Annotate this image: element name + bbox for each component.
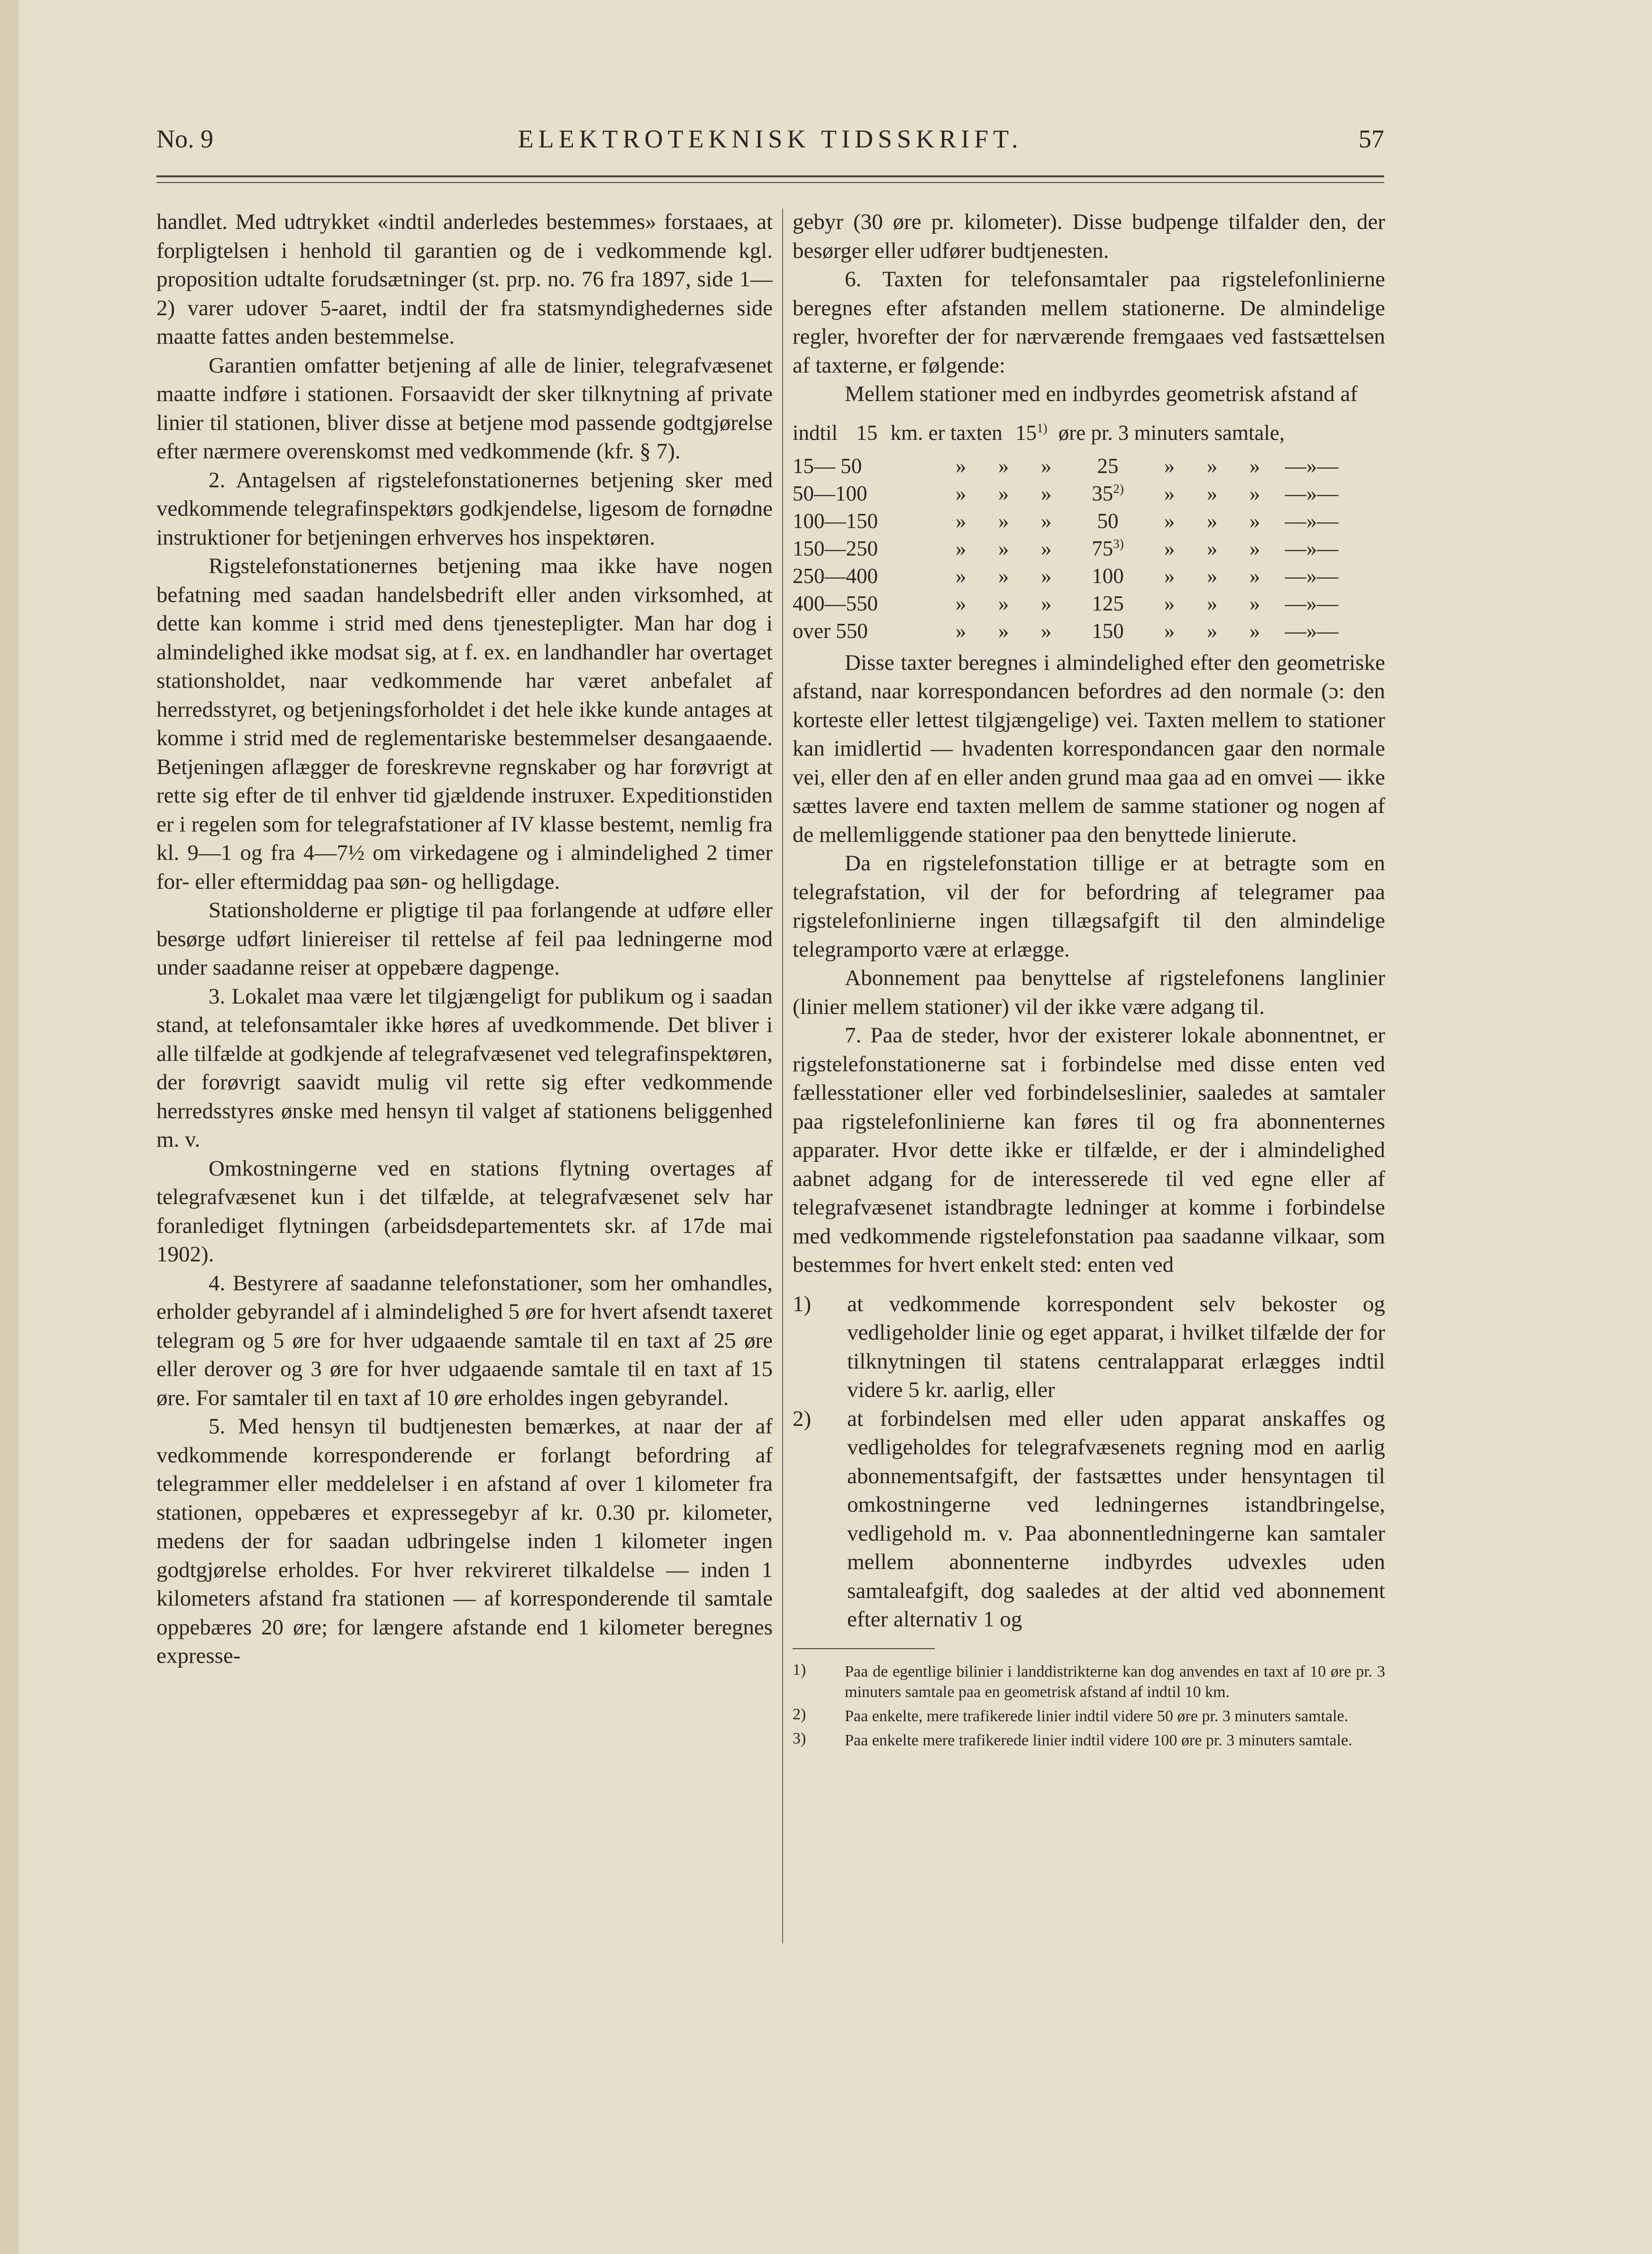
paragraph: handlet. Med udtrykket «indtil anderledes bestemmes» forstaaes, at forpligtelsen i henhold til garantien og de i vedkommende kgl. proposition udtalte forudsætninger (st. prp. no. 76 fra 1897, side 1—2) varer udover 5-aaret, indtil der fra statsmyndighedernes side maatte fattes anden bestemmelse. — [156, 210, 773, 349]
ditto-mark — [1025, 480, 1068, 507]
ditto-mark-text: » — [1249, 591, 1260, 615]
rate-range — [793, 535, 940, 562]
ditto-mark-text: » — [1040, 591, 1052, 615]
paragraph: Garantien omfatter betjening af alle de linier, telegrafvæsenet maatte indføre i stationen. Forsaavidt der sker tilknytning af private linier til stationen, bliver disse at betjene mod passende godtgjørelse efter nærmere overenskomst med vedkommende (kfr. § 7). — [156, 353, 773, 464]
footnotes — [793, 1661, 1385, 1751]
paragraph: 4. Bestyrere af saadanne telefonstationer, som her omhandles, erholder gebyrandel af i almindelighed 5 øre for hvert afsendt taxeret telegram og 5 øre for hver udgaaende samtale til en taxt af 25 øre eller derover og 3 øre for hver udgaaende samtale til en taxt af 15 øre. For samtaler til en taxt af 10 øre erholdes ingen gebyrandel. — [156, 1270, 773, 1410]
column-divider — [782, 209, 783, 1944]
rate-value — [1068, 617, 1148, 645]
footnote-ref: 2) — [1113, 481, 1124, 496]
ditto-mark — [1233, 452, 1276, 480]
rate-value-text: 35 — [1092, 481, 1114, 505]
rate-range-text: over 550 — [793, 619, 868, 643]
ditto-mark — [1233, 507, 1276, 535]
rate-value-text: 150 — [1092, 619, 1124, 643]
ditto-mark — [1233, 562, 1276, 590]
ditto-mark-text: » — [1164, 619, 1175, 643]
ditto-dash — [1276, 480, 1347, 507]
ditto-mark-text: » — [1249, 454, 1260, 478]
rate-value — [1068, 452, 1148, 480]
ditto-mark — [1148, 562, 1191, 590]
ditto-dash-text: —»— — [1285, 536, 1339, 560]
rate-row — [793, 480, 1347, 507]
ditto-mark — [982, 617, 1025, 645]
rate-row — [793, 590, 1347, 617]
rate-row — [793, 562, 1347, 590]
header-rule-thick — [156, 175, 1384, 177]
ditto-mark — [1191, 535, 1233, 562]
rate-range-text: 150—250 — [793, 536, 878, 560]
ditto-mark-text: » — [1040, 509, 1052, 533]
ditto-mark-text: » — [1206, 481, 1218, 505]
ditto-mark — [982, 590, 1025, 617]
ditto-dash — [1276, 617, 1347, 645]
ditto-dash-text: —»— — [1285, 509, 1339, 533]
ditto-mark — [1148, 507, 1191, 535]
rate-range-text: 50—100 — [793, 481, 867, 505]
journal-title: ELEKTROTEKNISK TIDSSKRIFT. — [518, 125, 1023, 153]
ditto-mark — [940, 562, 982, 590]
ditto-mark — [1148, 590, 1191, 617]
ditto-mark — [1025, 590, 1068, 617]
ditto-mark — [940, 452, 982, 480]
rate-row — [793, 507, 1347, 535]
ditto-mark-text: » — [955, 591, 967, 615]
ditto-mark — [1025, 507, 1068, 535]
ditto-dash-text: —»— — [1285, 481, 1339, 505]
rate-range-text: 400—550 — [793, 591, 878, 615]
list-number: 1) — [793, 1291, 812, 1316]
ditto-mark-text: » — [998, 591, 1009, 615]
ditto-mark-text: » — [1164, 536, 1175, 560]
right-column — [793, 208, 1385, 1754]
rate-range — [793, 480, 940, 507]
list-text: at forbindelsen med eller uden apparat anskaffes og vedligeholdes for telegrafvæsenets regning mod en aarlig abonnementsafgift, der fastsættes under hensyntagen til omkostningerne ved ledningernes istandbringelse, vedligehold m. v. Paa abonnentledningerne kan samtaler mellem abonnenterne indbyrdes udvexles uden samtaleafgift, dog saaledes at der altid ved abonnement efter alternativ 1 og — [847, 1406, 1385, 1632]
paragraph: Omkostningerne ved en stations flytning overtages af telegrafvæsenet kun i det tilfælde, at telegrafvæsenet selv har foranlediget flytningen (arbeidsdepartementets skr. af 17de mai 1902). — [156, 1156, 773, 1267]
page-number: 57 — [1359, 125, 1384, 153]
ditto-mark-text: » — [998, 481, 1009, 505]
paragraph: 7. Paa de steder, hvor der existerer lokale abonnentnet, er rigstelefonstationerne sat i forbindelse med disse enten ved fællesstationer eller ved forbindelseslinier, saaledes at samtaler paa rigstelefonlinierne kan føres til og fra abonnenternes apparater. Hvor dette ikke er tilfælde, er der i almindelighed aabnet adgang for de interesserede til ved egne eller af telegrafvæsenet istandbragte ledninger at komme i forbindelse med vedkommende rigstelefonstation paa saadanne vilkaar, som bestemmes for hvert enkelt sted: enten ved — [793, 1023, 1385, 1277]
ditto-mark — [982, 507, 1025, 535]
ditto-mark-text: » — [1206, 536, 1218, 560]
footnote-ref: 3) — [1113, 536, 1124, 551]
ditto-mark-text: » — [1206, 509, 1218, 533]
paragraph: Da en rigstelefonstation tillige er at betragte som en telegrafstation, vil der for befordring af telegramer paa rigstelefonlinierne ingen tillægsafgift til den almindelige telegramporto være at erlægge. — [793, 851, 1385, 962]
footnote — [793, 1730, 1385, 1751]
ditto-mark-text: » — [1164, 564, 1175, 588]
ditto-mark-text: » — [1206, 619, 1218, 643]
left-column — [156, 208, 773, 1670]
ditto-mark — [940, 617, 982, 645]
ditto-mark — [1233, 480, 1276, 507]
ditto-mark — [1233, 535, 1276, 562]
ditto-mark-text: » — [1249, 564, 1260, 588]
ditto-dash — [1276, 507, 1347, 535]
ditto-mark — [940, 480, 982, 507]
paragraph: Stationsholderne er pligtige til paa forlangende at udføre eller besørge udført liniereiser til rettelse af feil paa ledningerne mod under saadanne reiser at oppebære dagpenge. — [156, 898, 773, 980]
rate-range-text: 15— 50 — [793, 454, 862, 478]
ditto-dash-text: —»— — [1285, 591, 1339, 615]
list-text: at vedkommende korrespondent selv bekoster og vedligeholder linie og eget apparat, i hvilket tilfælde der for tilknytningen til statens centralapparat erlægges indtil videre 5 kr. aarlig, eller — [847, 1291, 1385, 1402]
ditto-mark — [982, 562, 1025, 590]
rate-table — [793, 452, 1347, 645]
ditto-mark — [1025, 617, 1068, 645]
ditto-mark-text: » — [998, 536, 1009, 560]
running-header — [156, 124, 1384, 167]
rate-unit: km. er taxten — [890, 420, 1003, 445]
paragraph: 5. Med hensyn til budtjenesten bemærkes, at naar der af vedkommende korresponderende er forlangt befordring af telegrammer eller meddelelser i en afstand af over 1 kilometer fra stationen, oppebæres et expressegebyr af kr. 0.30 pr. kilometer, medens der for saadan udbringelse inden 1 kilometer ingen godtgjørelse erholdes. For hver rekvireret tilkaldelse — inden 1 kilometers afstand fra stationen — af korresponderende til samtale oppebæres 20 øre; for længere afstande end 1 kilometer beregnes expresse- — [156, 1414, 773, 1668]
ditto-mark — [940, 590, 982, 617]
ditto-mark — [1191, 507, 1233, 535]
ditto-mark-text: » — [1249, 619, 1260, 643]
ditto-mark-text: » — [955, 481, 967, 505]
rate-range — [793, 562, 940, 590]
ditto-mark — [982, 480, 1025, 507]
ditto-mark-text: » — [1249, 509, 1260, 533]
rate-value — [1068, 480, 1148, 507]
paragraph: Abonnement paa benyttelse af rigstelefonens langlinier (linier mellem stationer) vil der ikke være adgang til. — [793, 966, 1385, 1019]
ditto-mark-text: » — [1040, 619, 1052, 643]
rate-row — [793, 452, 1347, 480]
rate-value: 15 — [1015, 420, 1037, 445]
footnote-number: 1) — [793, 1661, 806, 1679]
rate-row — [793, 617, 1347, 645]
ditto-mark-text: » — [955, 619, 967, 643]
ditto-mark — [1191, 452, 1233, 480]
rate-value-text: 75 — [1092, 536, 1114, 560]
issue-number: No. 9 — [156, 125, 213, 153]
rate-range-text: 250—400 — [793, 564, 878, 588]
ditto-mark — [982, 452, 1025, 480]
ditto-mark-text: » — [998, 619, 1009, 643]
paragraph: 3. Lokalet maa være let tilgjængeligt for publikum og i saadan stand, at telefonsamtaler ikke høres af uvedkommende. Det bliver i alle tilfælde at godkjende af telegrafvæsenet ved telegrafinspektøren, der forøvrigt saavidt mulig vil rette sig efter vedkommende herredsstyres ønske med hensyn til valget af stationens beliggenhed m. v. — [156, 984, 773, 1152]
ditto-mark-text: » — [1249, 536, 1260, 560]
ditto-mark-text: » — [955, 536, 967, 560]
rate-value-text: 100 — [1092, 564, 1124, 588]
list-item — [793, 1290, 1385, 1405]
ditto-mark-text: » — [998, 564, 1009, 588]
rate-range — [793, 617, 940, 645]
ditto-mark-text: » — [1206, 564, 1218, 588]
page-binding-edge — [0, 0, 19, 2254]
ditto-mark — [982, 535, 1025, 562]
paragraph: Mellem stationer med en indbyrdes geometrisk afstand af — [845, 382, 1358, 406]
ditto-mark-text: » — [1040, 481, 1052, 505]
list-number: 2) — [793, 1406, 812, 1431]
rate-suffix: øre pr. 3 minuters samtale, — [1058, 420, 1285, 445]
ditto-mark — [1148, 535, 1191, 562]
list-item — [793, 1405, 1385, 1634]
paragraph: 6. Taxten for telefonsamtaler paa rigstelefonlinierne beregnes efter afstanden mellem stationerne. De almindelige regler, hvorefter der for nærværende fremgaaes ved fastsættelsen af taxterne, er følgende: — [793, 267, 1385, 378]
ditto-mark-text: » — [1164, 591, 1175, 615]
ditto-dash-text: —»— — [1285, 619, 1339, 643]
ditto-dash — [1276, 590, 1347, 617]
rate-range — [793, 590, 940, 617]
ditto-mark-text: » — [1206, 454, 1218, 478]
ditto-mark-text: » — [955, 509, 967, 533]
ditto-mark-text: » — [955, 454, 967, 478]
footnote-ref: 1) — [1036, 420, 1048, 435]
ditto-mark — [1148, 480, 1191, 507]
paragraph: Rigstelefonstationernes betjening maa ikke have nogen befatning med saadan handelsbedrift eller anden virksomhed, at dette kan komme i strid med dens tjenestepligter. Man har dog i almindelighed ikke modsat sig, at f. ex. en landhandler har overtaget stationsholdet, naar vedkommende har været anbefalet af herredsstyret, og betjeningsforholdet i det hele ikke kunde antages at komme i strid med de reglementariske bestemmelser desangaaende. Betjeningen aflægger de foreskrevne regnskaber og har forøvrigt at rette sig efter de til enhver tid gjældende instruxer. Expeditionstiden er i regelen som for telegrafstationer af IV klasse bestemt, nemlig fra kl. 9—1 og fra 4—7½ om virkedagene og i almindelighed 2 timer for- eller eftermiddag paa søn- og helligdage. — [156, 554, 773, 894]
ditto-mark — [1148, 617, 1191, 645]
footnote-text: Paa enkelte mere trafikerede linier indtil videre 100 øre pr. 3 minuters samtale. — [845, 1731, 1352, 1749]
footnote-number: 2) — [793, 1705, 806, 1723]
ditto-dash — [1276, 452, 1347, 480]
ditto-mark — [1191, 562, 1233, 590]
ditto-mark-text: » — [998, 509, 1009, 533]
rate-value — [1068, 507, 1148, 535]
footnote-number: 3) — [793, 1729, 806, 1747]
ditto-mark — [1025, 452, 1068, 480]
ditto-dash-text: —»— — [1285, 564, 1339, 588]
rate-value-text: 25 — [1097, 454, 1119, 478]
ditto-dash — [1276, 535, 1347, 562]
footnote-rule — [793, 1648, 935, 1649]
rate-range-text: 100—150 — [793, 509, 878, 533]
rate-value — [1068, 562, 1148, 590]
ditto-mark-text: » — [1040, 564, 1052, 588]
ditto-dash-text: —»— — [1285, 454, 1339, 478]
ditto-dash — [1276, 562, 1347, 590]
footnote-text: Paa enkelte, mere trafikerede linier indtil videre 50 øre pr. 3 minuters samtale. — [845, 1707, 1349, 1725]
header-rule-thin — [156, 182, 1384, 183]
paragraph: gebyr (30 øre pr. kilometer). Disse budpenge tilfalder den, der besørger eller udfører budtjenesten. — [793, 210, 1385, 263]
rate-value-text: 50 — [1097, 509, 1119, 533]
ditto-mark — [1233, 590, 1276, 617]
ditto-mark-text: » — [998, 454, 1009, 478]
rate-value-text: 125 — [1092, 591, 1124, 615]
ditto-mark-text: » — [1164, 509, 1175, 533]
rate-table-first-row — [793, 419, 1385, 447]
ditto-mark-text: » — [1164, 481, 1175, 505]
paragraph: Disse taxter beregnes i almindelighed efter den geometriske afstand, naar korrespondancen befordres ad den normale (ɔ: den korteste eller lettest tilgjængelige) vei. Taxten mellem to stationer kan imidlertid — hvadenten korrespondancen gaar den normale vei, eller den af en eller anden grund maa gaa ad en omvei — ikke sættes lavere end taxten mellem de samme stationer og nogen af de mellemliggende stationer paa den benyttede linierute. — [793, 650, 1385, 847]
ditto-mark — [1233, 617, 1276, 645]
ditto-mark — [1191, 617, 1233, 645]
footnote — [793, 1706, 1385, 1726]
ditto-mark-text: » — [1249, 481, 1260, 505]
ditto-mark — [1025, 562, 1068, 590]
ditto-mark — [1191, 590, 1233, 617]
rate-value — [1068, 590, 1148, 617]
rate-prefix: indtil — [793, 420, 838, 445]
ditto-mark-text: » — [1040, 536, 1052, 560]
ditto-mark — [1025, 535, 1068, 562]
rate-row — [793, 535, 1347, 562]
rate-range: 15 — [856, 420, 878, 445]
conditions-list — [793, 1290, 1385, 1634]
rate-range — [793, 507, 940, 535]
paragraph: 2. Antagelsen af rigstelefonstationernes betjening sker med vedkommende telegrafinspektørs godkjendelse, ligesom de fornødne instruktioner for betjeningen erhverves hos inspektøren. — [156, 467, 773, 550]
ditto-mark — [940, 507, 982, 535]
ditto-mark — [940, 535, 982, 562]
footnote — [793, 1661, 1385, 1702]
rate-value — [1068, 535, 1148, 562]
ditto-mark-text: » — [1040, 454, 1052, 478]
ditto-mark-text: » — [1164, 454, 1175, 478]
rate-range — [793, 452, 940, 480]
footnote-text: Paa de egentlige bilinier i landdistrikterne kan dog anvendes en taxt af 10 øre pr. 3 minuters samtale paa en geometrisk afstand af indtil 10 km. — [845, 1662, 1385, 1701]
ditto-mark — [1191, 480, 1233, 507]
ditto-mark-text: » — [1206, 591, 1218, 615]
ditto-mark — [1148, 452, 1191, 480]
ditto-mark-text: » — [955, 564, 967, 588]
